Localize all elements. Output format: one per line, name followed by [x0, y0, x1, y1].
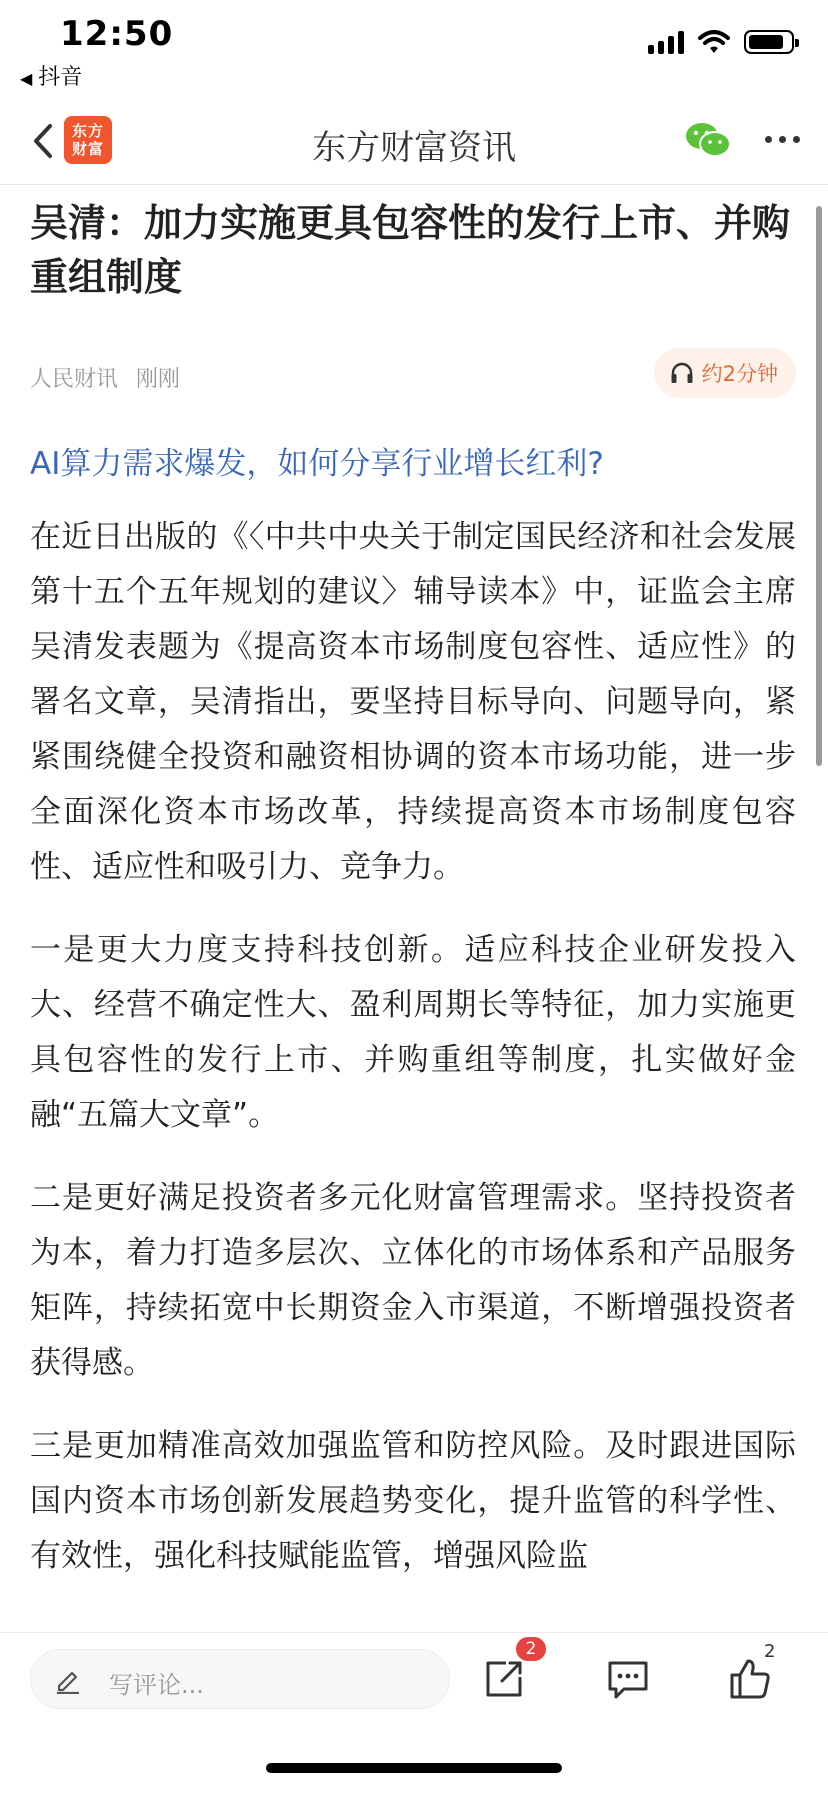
like-thumb-icon[interactable]: [726, 1655, 774, 1703]
article-source-line: [30, 362, 180, 393]
status-bar: [0, 0, 828, 100]
comments-icon[interactable]: [604, 1655, 652, 1703]
logo-text-line1: 东方: [71, 122, 104, 140]
back-triangle-icon: ◀: [20, 69, 33, 88]
pen-icon: [53, 1664, 83, 1694]
scrollbar[interactable]: [816, 206, 822, 766]
article-paragraph-4: 三是更加精准高效加强监管和防控风险。及时跟进国际国内资本市场创新发展趋势变化，提升监管的科学性、有效性，强化科技赋能监管，增强风险监: [30, 1428, 796, 1574]
status-icons: [648, 30, 794, 54]
headphones-icon: [670, 362, 694, 384]
back-to-app-link[interactable]: [20, 60, 82, 91]
listen-duration: 约2分钟: [701, 362, 778, 386]
article-source: 人民财讯: [30, 367, 119, 392]
article-time: 刚刚: [136, 367, 181, 392]
article-content: [30, 184, 796, 1632]
like-count: 2: [764, 1641, 776, 1662]
logo-text-line2: 财富: [71, 140, 104, 158]
promo-link[interactable]: AI算力需求爆发，如何分享行业增长红利?: [30, 446, 604, 482]
more-options-icon[interactable]: [765, 136, 800, 143]
battery-icon: [744, 30, 794, 54]
article-meta: [30, 348, 796, 402]
status-time: 12:50: [60, 14, 174, 54]
home-indicator[interactable]: [266, 1763, 562, 1773]
wifi-icon: [698, 30, 730, 54]
share-count-badge: 2: [516, 1637, 546, 1661]
article-title: 吴清：加力实施更具包容性的发行上市、并购重组制度: [30, 201, 791, 299]
article-paragraph-1: 在近日出版的《〈中共中央关于制定国民经济和社会发展第十五个五年规划的建议〉辅导读本》中，证监会主席吴清发表题为《提高资本市场制度包容性、适应性》的署名文章，吴清指出，要坚持目标导向、问题导向，紧紧围绕健全投资和融资相协调的资本市场功能，进一步全面深化资本市场改革，持续提高资本市场制度包容性、适应性和吸引力、竞争力。: [30, 519, 796, 885]
article-paragraph-2: 一是更大力度支持科技创新。适应科技企业研发投入大、经营不确定性大、盈利周期长等特征，加力实施更具包容性的发行上市、并购重组等制度，扎实做好金融“五篇大文章”。: [30, 932, 796, 1133]
listen-audio-button[interactable]: [654, 348, 796, 398]
wechat-share-icon[interactable]: [684, 120, 732, 160]
article-paragraph-3: 二是更好满足投资者多元化财富管理需求。坚持投资者为本，着力打造多层次、立体化的市场体系和产品服务矩阵，持续拓宽中长期资金入市渠道，不断增强投资者获得感。: [30, 1180, 796, 1381]
nav-bar: [0, 100, 828, 185]
comment-input[interactable]: [30, 1649, 450, 1709]
signal-icon: [648, 30, 684, 54]
nav-title: 东方财富资讯: [312, 128, 516, 168]
share-icon[interactable]: [480, 1655, 528, 1703]
back-app-label: 抖音: [38, 65, 83, 90]
bottom-action-bar: [0, 1632, 828, 1793]
comment-placeholder: 写评论...: [109, 1671, 204, 1699]
